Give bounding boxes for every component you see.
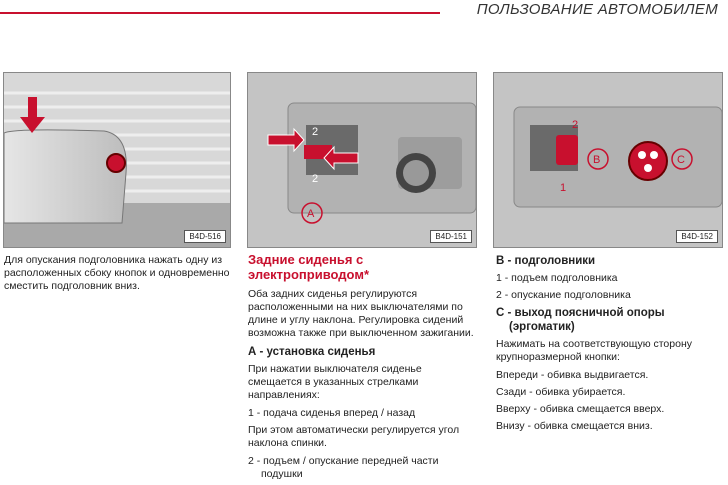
section-a-title: А - установка сиденья	[248, 346, 376, 358]
list-item: Впереди - обивка выдвигается.	[496, 369, 649, 381]
column-rear-seats	[248, 252, 478, 485]
list-item: Сзади - обивка убирается.	[496, 386, 626, 398]
figure-label-2-top: 2	[312, 126, 319, 138]
section-c-title: С - выход поясничной опоры (эргоматик)	[496, 307, 665, 333]
figure-label-a: A	[307, 208, 315, 220]
figure-label-c: C	[677, 154, 685, 166]
header-rule	[0, 12, 440, 14]
list-item: 2 - опускание подголовника	[496, 289, 631, 301]
section-title-rear-seats: Задние сиденья с электроприводом*	[248, 252, 369, 282]
list-item: 1 - подъем подголовника	[496, 272, 618, 284]
section-a-text: При нажатии выключателя сиденье смещается в указанных стрелками направлениях:	[248, 363, 422, 401]
figure-label-b: B	[593, 154, 601, 166]
figure-label-2: 2	[572, 119, 579, 131]
section-c-text: Нажимать на соответствующую сторону крупноразмерной кнопки:	[496, 338, 692, 363]
figure-headrest	[3, 72, 231, 248]
figure-label-2-bottom: 2	[312, 173, 319, 185]
figure-code: B4D-152	[676, 230, 718, 243]
column-headrest-text	[4, 254, 232, 298]
headrest-paragraph: Для опускания подголовника нажать одну из расположенных сбоку кнопок и одновременно сместить подголовник вниз.	[4, 254, 230, 292]
figure-headrest-lumbar	[493, 72, 723, 248]
item1-note: При этом автоматически регулируется угол наклона спинки.	[248, 424, 460, 449]
figure-seat-switch	[247, 72, 477, 248]
figure-label-1: 1	[560, 182, 567, 194]
rear-seats-intro: Оба задних сиденья регулируются расположенными на них выключателями по длине и углу наклона. Регулировка сидений возможна также при выключенном зажигании.	[248, 288, 474, 339]
column-headrests-lumbar	[496, 252, 724, 437]
figure-code: B4D-151	[430, 230, 472, 243]
figure-code: B4D-516	[184, 230, 226, 243]
list-item: Вверху - обивка смещается вверх.	[496, 403, 665, 415]
list-item: Внизу - обивка смещается вниз.	[496, 420, 653, 432]
section-b-title: В - подголовники	[496, 255, 596, 267]
list-item: 2 - подъем / опускание передней части подушки	[248, 455, 439, 480]
page-header-title: ПОЛЬЗОВАНИЕ АВТОМОБИЛЕМ	[476, 1, 718, 18]
list-item: 1 - подача сиденья вперед / назад	[248, 407, 416, 419]
